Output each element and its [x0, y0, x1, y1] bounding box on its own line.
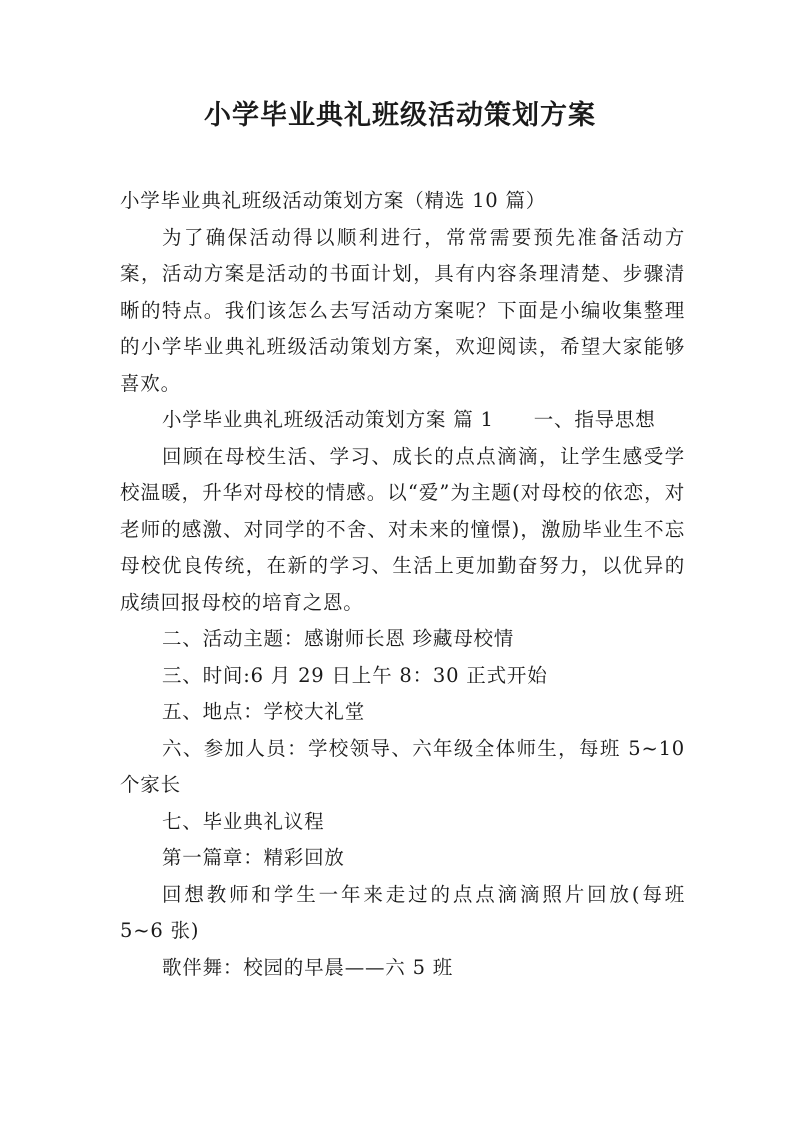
section-heading-line	[120, 402, 685, 439]
document-title: 小学毕业典礼班级活动策划方案	[204, 100, 596, 131]
chapter-one-heading: 第一篇章：精彩回放	[162, 846, 345, 869]
subtitle-line: 小学毕业典礼班级活动策划方案（精选 10 篇）	[120, 189, 547, 212]
time-line: 三、时间:6 月 29 日上午 8：30 正式开始	[162, 663, 548, 687]
guideline-heading: 一、指导思想	[533, 408, 656, 431]
guideline-paragraph: 回顾在母校生活、学习、成长的点点滴滴，让学生感受学校温暖，升华对母校的情感。以“爱”为主题(对母校的依恋，对老师的感激、对同学的不舍、对未来的憧憬)，激励毕业生不忘母校优良传统，在新的学习、生活上更加勤奋努力，以优异的成绩回报母校的培育之恩。	[120, 444, 685, 614]
location-line: 五、地点：学校大礼堂	[162, 700, 366, 723]
participants-paragraph: 六、参加人员：学校领导、六年级全体师生，每班 5~10 个家长	[120, 736, 685, 796]
agenda-heading: 七、毕业典礼议程	[162, 809, 325, 833]
theme-line: 二、活动主题：感谢师长恩 珍藏母校情	[162, 627, 515, 650]
section-heading: 小学毕业典礼班级活动策划方案 篇 1	[162, 408, 494, 431]
chapter-one-description: 回想教师和学生一年来走过的点点滴滴照片回放(每班 5~6 张)	[120, 882, 685, 942]
intro-paragraph: 为了确保活动得以顺利进行，常常需要预先准备活动方案，活动方案是活动的书面计划，具有内容条理清楚、步骤清晰的特点。我们该怎么去写活动方案呢？下面是小编收集整理的小学毕业典礼班级活动策划方案，欢迎阅读，希望大家能够喜欢。	[120, 225, 685, 395]
document-body	[120, 183, 685, 986]
song-dance-line: 歌伴舞：校园的早晨——六 5 班	[162, 955, 454, 979]
